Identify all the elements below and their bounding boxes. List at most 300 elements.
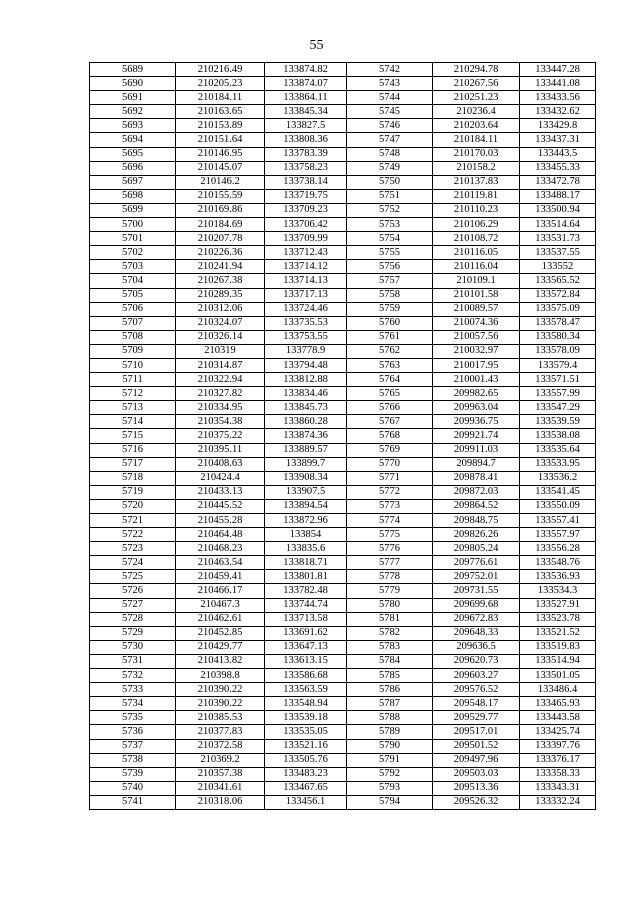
x-coordinate-right-cell: 210001.43 — [433, 373, 520, 387]
y-coordinate-right-cell: 133571.51 — [520, 373, 596, 387]
point-number-left-cell: 5699 — [90, 203, 176, 217]
point-number-right-cell: 5790 — [347, 739, 433, 753]
y-coordinate-left-cell: 133818.71 — [265, 556, 347, 570]
point-number-left-cell: 5732 — [90, 669, 176, 683]
point-number-right-cell: 5763 — [347, 358, 433, 372]
y-coordinate-left-cell: 133778.9 — [265, 344, 347, 358]
x-coordinate-left-cell: 210455.28 — [176, 514, 265, 528]
x-coordinate-right-cell: 209911.03 — [433, 443, 520, 457]
point-number-left-cell: 5708 — [90, 330, 176, 344]
x-coordinate-left-cell: 210146.95 — [176, 147, 265, 161]
x-coordinate-right-cell: 209894.7 — [433, 457, 520, 471]
y-coordinate-left-cell: 133724.46 — [265, 302, 347, 316]
y-coordinate-left-cell: 133854 — [265, 528, 347, 542]
x-coordinate-left-cell: 210462.61 — [176, 612, 265, 626]
point-number-right-cell: 5744 — [347, 91, 433, 105]
point-number-right-cell: 5754 — [347, 232, 433, 246]
x-coordinate-left-cell: 210459.41 — [176, 570, 265, 584]
y-coordinate-right-cell: 133539.59 — [520, 415, 596, 429]
point-number-left-cell: 5734 — [90, 697, 176, 711]
point-number-right-cell: 5766 — [347, 401, 433, 415]
y-coordinate-right-cell: 133565.52 — [520, 274, 596, 288]
y-coordinate-left-cell: 133586.68 — [265, 669, 347, 683]
x-coordinate-right-cell: 209982.65 — [433, 387, 520, 401]
table-row — [90, 260, 596, 274]
y-coordinate-right-cell: 133536.2 — [520, 471, 596, 485]
point-number-left-cell: 5722 — [90, 528, 176, 542]
x-coordinate-left-cell: 210324.07 — [176, 316, 265, 330]
point-number-right-cell: 5755 — [347, 246, 433, 260]
y-coordinate-right-cell: 133533.95 — [520, 457, 596, 471]
point-number-left-cell: 5711 — [90, 373, 176, 387]
y-coordinate-left-cell: 133783.39 — [265, 147, 347, 161]
y-coordinate-right-cell: 133443.5 — [520, 147, 596, 161]
table-row — [90, 739, 596, 753]
y-coordinate-left-cell: 133782.48 — [265, 584, 347, 598]
y-coordinate-right-cell: 133447.28 — [520, 63, 596, 77]
x-coordinate-left-cell: 210205.23 — [176, 77, 265, 91]
point-number-left-cell: 5712 — [90, 387, 176, 401]
table-row — [90, 358, 596, 372]
y-coordinate-right-cell: 133429.8 — [520, 119, 596, 133]
x-coordinate-left-cell: 210395.11 — [176, 443, 265, 457]
x-coordinate-left-cell: 210314.87 — [176, 358, 265, 372]
point-number-left-cell: 5713 — [90, 401, 176, 415]
y-coordinate-right-cell: 133455.33 — [520, 161, 596, 175]
x-coordinate-right-cell: 209878.41 — [433, 471, 520, 485]
x-coordinate-right-cell: 209526.32 — [433, 795, 520, 809]
x-coordinate-right-cell: 210108.72 — [433, 232, 520, 246]
x-coordinate-left-cell: 210151.64 — [176, 133, 265, 147]
table-row — [90, 669, 596, 683]
x-coordinate-right-cell: 210109.1 — [433, 274, 520, 288]
table-row — [90, 274, 596, 288]
y-coordinate-left-cell: 133563.59 — [265, 683, 347, 697]
table-row — [90, 612, 596, 626]
y-coordinate-left-cell: 133521.16 — [265, 739, 347, 753]
y-coordinate-left-cell: 133874.07 — [265, 77, 347, 91]
x-coordinate-left-cell: 210341.61 — [176, 781, 265, 795]
table-row — [90, 218, 596, 232]
y-coordinate-left-cell: 133691.62 — [265, 626, 347, 640]
table-row — [90, 429, 596, 443]
x-coordinate-left-cell: 210398.8 — [176, 669, 265, 683]
point-number-right-cell: 5753 — [347, 218, 433, 232]
point-number-right-cell: 5758 — [347, 288, 433, 302]
table-row — [90, 175, 596, 189]
point-number-left-cell: 5707 — [90, 316, 176, 330]
point-number-right-cell: 5761 — [347, 330, 433, 344]
x-coordinate-right-cell: 210106.29 — [433, 218, 520, 232]
table-row — [90, 697, 596, 711]
point-number-left-cell: 5738 — [90, 753, 176, 767]
x-coordinate-left-cell: 210327.82 — [176, 387, 265, 401]
x-coordinate-right-cell: 209548.17 — [433, 697, 520, 711]
x-coordinate-left-cell: 210155.59 — [176, 189, 265, 203]
x-coordinate-right-cell: 209497.96 — [433, 753, 520, 767]
point-number-left-cell: 5727 — [90, 598, 176, 612]
table-row — [90, 654, 596, 668]
y-coordinate-left-cell: 133834.46 — [265, 387, 347, 401]
x-coordinate-right-cell: 209636.5 — [433, 640, 520, 654]
table-row — [90, 63, 596, 77]
y-coordinate-right-cell: 133358.33 — [520, 767, 596, 781]
y-coordinate-left-cell: 133872.96 — [265, 514, 347, 528]
x-coordinate-right-cell: 209731.55 — [433, 584, 520, 598]
x-coordinate-left-cell: 210153.89 — [176, 119, 265, 133]
table-row — [90, 316, 596, 330]
x-coordinate-left-cell: 210413.82 — [176, 654, 265, 668]
point-number-left-cell: 5725 — [90, 570, 176, 584]
point-number-right-cell: 5781 — [347, 612, 433, 626]
y-coordinate-left-cell: 133744.74 — [265, 598, 347, 612]
point-number-left-cell: 5736 — [90, 725, 176, 739]
x-coordinate-right-cell: 209872.03 — [433, 485, 520, 499]
point-number-left-cell: 5719 — [90, 485, 176, 499]
point-number-right-cell: 5765 — [347, 387, 433, 401]
x-coordinate-right-cell: 210170.03 — [433, 147, 520, 161]
y-coordinate-left-cell: 133894.54 — [265, 499, 347, 513]
x-coordinate-left-cell: 210184.69 — [176, 218, 265, 232]
y-coordinate-left-cell: 133758.23 — [265, 161, 347, 175]
table-row — [90, 443, 596, 457]
point-number-right-cell: 5749 — [347, 161, 433, 175]
point-number-right-cell: 5745 — [347, 105, 433, 119]
point-number-right-cell: 5757 — [347, 274, 433, 288]
x-coordinate-left-cell: 210452.85 — [176, 626, 265, 640]
y-coordinate-right-cell: 133521.52 — [520, 626, 596, 640]
y-coordinate-right-cell: 133552 — [520, 260, 596, 274]
x-coordinate-left-cell: 210207.78 — [176, 232, 265, 246]
x-coordinate-left-cell: 210445.52 — [176, 499, 265, 513]
point-number-left-cell: 5705 — [90, 288, 176, 302]
table-row — [90, 232, 596, 246]
table-row — [90, 499, 596, 513]
point-number-right-cell: 5746 — [347, 119, 433, 133]
x-coordinate-left-cell: 210289.35 — [176, 288, 265, 302]
x-coordinate-right-cell: 209576.52 — [433, 683, 520, 697]
table-row — [90, 528, 596, 542]
y-coordinate-left-cell: 133735.53 — [265, 316, 347, 330]
table-row — [90, 457, 596, 471]
x-coordinate-left-cell: 210184.11 — [176, 91, 265, 105]
x-coordinate-right-cell: 210017.95 — [433, 358, 520, 372]
y-coordinate-right-cell: 133376.17 — [520, 753, 596, 767]
y-coordinate-right-cell: 133541.45 — [520, 485, 596, 499]
point-number-right-cell: 5768 — [347, 429, 433, 443]
x-coordinate-right-cell: 209529.77 — [433, 711, 520, 725]
x-coordinate-left-cell: 210326.14 — [176, 330, 265, 344]
x-coordinate-right-cell: 210089.57 — [433, 302, 520, 316]
y-coordinate-right-cell: 133472.78 — [520, 175, 596, 189]
point-number-right-cell: 5791 — [347, 753, 433, 767]
table-row — [90, 161, 596, 175]
point-number-left-cell: 5701 — [90, 232, 176, 246]
y-coordinate-right-cell: 133514.94 — [520, 654, 596, 668]
x-coordinate-right-cell: 210110.23 — [433, 203, 520, 217]
y-coordinate-right-cell: 133332.24 — [520, 795, 596, 809]
y-coordinate-left-cell: 133613.15 — [265, 654, 347, 668]
point-number-right-cell: 5777 — [347, 556, 433, 570]
table-row — [90, 302, 596, 316]
y-coordinate-right-cell: 133548.76 — [520, 556, 596, 570]
point-number-right-cell: 5779 — [347, 584, 433, 598]
x-coordinate-left-cell: 210322.94 — [176, 373, 265, 387]
table-row — [90, 471, 596, 485]
point-number-left-cell: 5733 — [90, 683, 176, 697]
x-coordinate-right-cell: 210074.36 — [433, 316, 520, 330]
y-coordinate-left-cell: 133753.55 — [265, 330, 347, 344]
y-coordinate-left-cell: 133706.42 — [265, 218, 347, 232]
point-number-left-cell: 5716 — [90, 443, 176, 457]
x-coordinate-right-cell: 209620.73 — [433, 654, 520, 668]
y-coordinate-right-cell: 133443.58 — [520, 711, 596, 725]
point-number-left-cell: 5739 — [90, 767, 176, 781]
x-coordinate-left-cell: 210468.23 — [176, 542, 265, 556]
y-coordinate-left-cell: 133801.81 — [265, 570, 347, 584]
y-coordinate-left-cell: 133467.65 — [265, 781, 347, 795]
x-coordinate-right-cell: 210032.97 — [433, 344, 520, 358]
point-number-right-cell: 5751 — [347, 189, 433, 203]
x-coordinate-right-cell: 210116.04 — [433, 260, 520, 274]
y-coordinate-left-cell: 133539.18 — [265, 711, 347, 725]
point-number-right-cell: 5762 — [347, 344, 433, 358]
point-number-left-cell: 5704 — [90, 274, 176, 288]
table-row — [90, 485, 596, 499]
point-number-left-cell: 5698 — [90, 189, 176, 203]
table-row — [90, 373, 596, 387]
point-number-left-cell: 5695 — [90, 147, 176, 161]
y-coordinate-left-cell: 133548.94 — [265, 697, 347, 711]
y-coordinate-left-cell: 133808.36 — [265, 133, 347, 147]
y-coordinate-right-cell: 133572.84 — [520, 288, 596, 302]
x-coordinate-left-cell: 210429.77 — [176, 640, 265, 654]
table-row — [90, 556, 596, 570]
point-number-left-cell: 5731 — [90, 654, 176, 668]
table-row — [90, 344, 596, 358]
y-coordinate-right-cell: 133488.17 — [520, 189, 596, 203]
x-coordinate-right-cell: 210294.78 — [433, 63, 520, 77]
table-row — [90, 781, 596, 795]
y-coordinate-right-cell: 133535.64 — [520, 443, 596, 457]
point-number-right-cell: 5770 — [347, 457, 433, 471]
y-coordinate-right-cell: 133514.64 — [520, 218, 596, 232]
y-coordinate-right-cell: 133557.99 — [520, 387, 596, 401]
x-coordinate-right-cell: 209517.01 — [433, 725, 520, 739]
point-number-right-cell: 5756 — [347, 260, 433, 274]
x-coordinate-left-cell: 210267.38 — [176, 274, 265, 288]
table-row — [90, 753, 596, 767]
y-coordinate-left-cell: 133864.11 — [265, 91, 347, 105]
point-number-left-cell: 5726 — [90, 584, 176, 598]
y-coordinate-right-cell: 133441.08 — [520, 77, 596, 91]
y-coordinate-left-cell: 133456.1 — [265, 795, 347, 809]
point-number-right-cell: 5750 — [347, 175, 433, 189]
x-coordinate-right-cell: 210158.2 — [433, 161, 520, 175]
x-coordinate-right-cell: 210251.23 — [433, 91, 520, 105]
x-coordinate-right-cell: 210116.05 — [433, 246, 520, 260]
point-number-right-cell: 5785 — [347, 669, 433, 683]
table-row — [90, 570, 596, 584]
y-coordinate-right-cell: 133500.94 — [520, 203, 596, 217]
point-number-left-cell: 5696 — [90, 161, 176, 175]
x-coordinate-left-cell: 210319 — [176, 344, 265, 358]
x-coordinate-right-cell: 209936.75 — [433, 415, 520, 429]
y-coordinate-right-cell: 133580.34 — [520, 330, 596, 344]
x-coordinate-left-cell: 210146.2 — [176, 175, 265, 189]
y-coordinate-right-cell: 133537.55 — [520, 246, 596, 260]
y-coordinate-right-cell: 133579.4 — [520, 358, 596, 372]
y-coordinate-right-cell: 133538.08 — [520, 429, 596, 443]
table-row — [90, 77, 596, 91]
table-row — [90, 119, 596, 133]
point-number-left-cell: 5689 — [90, 63, 176, 77]
y-coordinate-right-cell: 133575.09 — [520, 302, 596, 316]
x-coordinate-right-cell: 209805.24 — [433, 542, 520, 556]
table-row — [90, 415, 596, 429]
y-coordinate-left-cell: 133889.57 — [265, 443, 347, 457]
point-number-right-cell: 5773 — [347, 499, 433, 513]
point-number-left-cell: 5715 — [90, 429, 176, 443]
x-coordinate-left-cell: 210226.36 — [176, 246, 265, 260]
x-coordinate-right-cell: 210119.81 — [433, 189, 520, 203]
table-row — [90, 598, 596, 612]
y-coordinate-left-cell: 133794.48 — [265, 358, 347, 372]
point-number-right-cell: 5748 — [347, 147, 433, 161]
point-number-left-cell: 5700 — [90, 218, 176, 232]
table-row — [90, 767, 596, 781]
y-coordinate-left-cell: 133717.13 — [265, 288, 347, 302]
point-number-left-cell: 5691 — [90, 91, 176, 105]
y-coordinate-left-cell: 133845.34 — [265, 105, 347, 119]
y-coordinate-left-cell: 133714.13 — [265, 274, 347, 288]
point-number-right-cell: 5774 — [347, 514, 433, 528]
y-coordinate-left-cell: 133860.28 — [265, 415, 347, 429]
y-coordinate-right-cell: 133432.62 — [520, 105, 596, 119]
y-coordinate-right-cell: 133534.3 — [520, 584, 596, 598]
y-coordinate-left-cell: 133647.13 — [265, 640, 347, 654]
x-coordinate-left-cell: 210357.38 — [176, 767, 265, 781]
point-number-right-cell: 5783 — [347, 640, 433, 654]
table-row — [90, 330, 596, 344]
x-coordinate-left-cell: 210334.95 — [176, 401, 265, 415]
point-number-right-cell: 5764 — [347, 373, 433, 387]
y-coordinate-right-cell: 133531.73 — [520, 232, 596, 246]
x-coordinate-left-cell: 210466.17 — [176, 584, 265, 598]
y-coordinate-left-cell: 133835.6 — [265, 542, 347, 556]
x-coordinate-left-cell: 210408.63 — [176, 457, 265, 471]
point-number-right-cell: 5767 — [347, 415, 433, 429]
x-coordinate-left-cell: 210433.13 — [176, 485, 265, 499]
y-coordinate-left-cell: 133845.73 — [265, 401, 347, 415]
point-number-left-cell: 5721 — [90, 514, 176, 528]
point-number-right-cell: 5787 — [347, 697, 433, 711]
point-number-left-cell: 5717 — [90, 457, 176, 471]
table-body — [90, 63, 596, 810]
table-row — [90, 711, 596, 725]
x-coordinate-left-cell: 210390.22 — [176, 697, 265, 711]
y-coordinate-left-cell: 133709.23 — [265, 203, 347, 217]
x-coordinate-right-cell: 209503.03 — [433, 767, 520, 781]
y-coordinate-left-cell: 133713.58 — [265, 612, 347, 626]
table-row — [90, 387, 596, 401]
y-coordinate-right-cell: 133465.93 — [520, 697, 596, 711]
y-coordinate-left-cell: 133899.7 — [265, 457, 347, 471]
x-coordinate-left-cell: 210241.94 — [176, 260, 265, 274]
y-coordinate-right-cell: 133519.83 — [520, 640, 596, 654]
y-coordinate-left-cell: 133712.43 — [265, 246, 347, 260]
y-coordinate-left-cell: 133535.05 — [265, 725, 347, 739]
point-number-right-cell: 5789 — [347, 725, 433, 739]
point-number-right-cell: 5778 — [347, 570, 433, 584]
point-number-left-cell: 5697 — [90, 175, 176, 189]
point-number-right-cell: 5772 — [347, 485, 433, 499]
point-number-right-cell: 5782 — [347, 626, 433, 640]
x-coordinate-right-cell: 209921.74 — [433, 429, 520, 443]
y-coordinate-right-cell: 133557.97 — [520, 528, 596, 542]
x-coordinate-left-cell: 210385.53 — [176, 711, 265, 725]
y-coordinate-left-cell: 133812.88 — [265, 373, 347, 387]
y-coordinate-left-cell: 133874.36 — [265, 429, 347, 443]
table-row — [90, 584, 596, 598]
coordinates-table — [89, 62, 596, 810]
point-number-left-cell: 5730 — [90, 640, 176, 654]
x-coordinate-left-cell: 210424.4 — [176, 471, 265, 485]
point-number-left-cell: 5706 — [90, 302, 176, 316]
point-number-right-cell: 5769 — [347, 443, 433, 457]
point-number-left-cell: 5723 — [90, 542, 176, 556]
point-number-right-cell: 5793 — [347, 781, 433, 795]
table-row — [90, 246, 596, 260]
y-coordinate-right-cell: 133425.74 — [520, 725, 596, 739]
y-coordinate-right-cell: 133343.31 — [520, 781, 596, 795]
y-coordinate-left-cell: 133709.99 — [265, 232, 347, 246]
x-coordinate-right-cell: 210101.58 — [433, 288, 520, 302]
point-number-right-cell: 5760 — [347, 316, 433, 330]
table-row — [90, 683, 596, 697]
y-coordinate-right-cell: 133397.76 — [520, 739, 596, 753]
x-coordinate-right-cell: 209826.26 — [433, 528, 520, 542]
point-number-left-cell: 5737 — [90, 739, 176, 753]
x-coordinate-right-cell: 209752.01 — [433, 570, 520, 584]
point-number-right-cell: 5771 — [347, 471, 433, 485]
point-number-left-cell: 5720 — [90, 499, 176, 513]
x-coordinate-right-cell: 210137.83 — [433, 175, 520, 189]
x-coordinate-left-cell: 210312.06 — [176, 302, 265, 316]
y-coordinate-left-cell: 133827.5 — [265, 119, 347, 133]
x-coordinate-right-cell: 209864.52 — [433, 499, 520, 513]
x-coordinate-left-cell: 210377.83 — [176, 725, 265, 739]
y-coordinate-left-cell: 133483.23 — [265, 767, 347, 781]
point-number-right-cell: 5742 — [347, 63, 433, 77]
point-number-right-cell: 5786 — [347, 683, 433, 697]
point-number-left-cell: 5718 — [90, 471, 176, 485]
point-number-left-cell: 5740 — [90, 781, 176, 795]
y-coordinate-right-cell: 133578.09 — [520, 344, 596, 358]
table-row — [90, 203, 596, 217]
x-coordinate-left-cell: 210318.06 — [176, 795, 265, 809]
point-number-right-cell: 5747 — [347, 133, 433, 147]
x-coordinate-right-cell: 210184.11 — [433, 133, 520, 147]
table-row — [90, 105, 596, 119]
y-coordinate-right-cell: 133486.4 — [520, 683, 596, 697]
point-number-left-cell: 5703 — [90, 260, 176, 274]
y-coordinate-left-cell: 133738.14 — [265, 175, 347, 189]
point-number-left-cell: 5693 — [90, 119, 176, 133]
x-coordinate-right-cell: 209672.83 — [433, 612, 520, 626]
x-coordinate-right-cell: 210203.64 — [433, 119, 520, 133]
point-number-left-cell: 5741 — [90, 795, 176, 809]
